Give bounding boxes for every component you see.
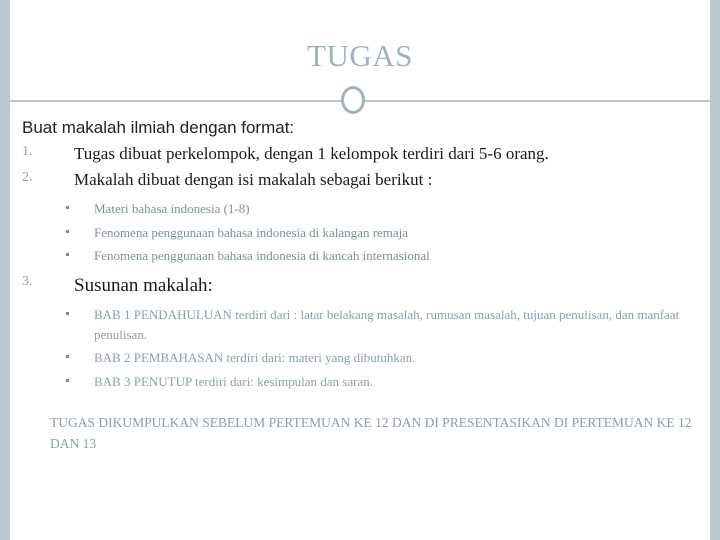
list-item: [22, 305, 698, 344]
numbered-list-top: [22, 142, 698, 193]
list-item: [22, 246, 698, 266]
bullet-list-materi: [22, 199, 698, 266]
list-item: [22, 372, 698, 392]
list-item-text: Makalah dibuat dengan isi makalah sebagai berikut :: [74, 170, 433, 190]
bullet-dot-icon: [66, 355, 69, 358]
numbered-list-susunan: [22, 272, 698, 300]
list-item-text: BAB 2 PEMBAHASAN terdiri dari: materi yang dibutuhkan.: [94, 350, 416, 366]
footnote-text: TUGAS DIKUMPULKAN SEBELUM PERTEMUAN KE 12 DAN DI PRESENTASIKAN DI PERTEMUAN KE 12 DAN 13: [50, 415, 692, 452]
list-item-text: Fenomena penggunaan bahasa indonesia di kalangan remaja: [94, 224, 409, 240]
intro-text: Buat makalah ilmiah dengan format:: [22, 118, 295, 137]
list-item-text: Susunan makalah:: [74, 274, 213, 296]
list-item: [22, 199, 698, 219]
slide-body: [22, 116, 698, 455]
slide-title: TUGAS: [307, 38, 413, 73]
left-accent-bar: [0, 0, 10, 540]
bullet-dot-icon: [66, 379, 69, 382]
list-item: [22, 272, 698, 300]
list-item: [22, 348, 698, 368]
list-number: 3.: [22, 273, 33, 289]
list-number: 2.: [22, 170, 33, 186]
list-item-text: Materi bahasa indonesia (1-8): [94, 201, 250, 217]
divider-circle-ornament: [341, 86, 365, 114]
bullet-dot-icon: [66, 312, 69, 315]
right-accent-bar: [710, 0, 720, 540]
list-item: [22, 223, 698, 243]
bullet-dot-icon: [66, 253, 69, 256]
list-item-text: Tugas dibuat perkelompok, dengan 1 kelompok terdiri dari 5-6 orang.: [74, 143, 549, 163]
list-number: 1.: [22, 143, 33, 159]
list-item-text: BAB 1 PENDAHULUAN terdiri dari : latar belakang masalah, rumusan masalah, tujuan penulisan, dan manfaat penulisan.: [94, 307, 680, 342]
list-item: [22, 142, 698, 167]
list-item-text: Fenomena penggunaan bahasa indonesia di kancah internasional: [94, 248, 430, 264]
list-item: [22, 168, 698, 193]
bullet-dot-icon: [66, 206, 69, 209]
bullet-dot-icon: [66, 230, 69, 233]
list-item-text: BAB 3 PENUTUP terdiri dari: kesimpulan dan saran.: [94, 373, 373, 389]
bullet-list-bab: [22, 305, 698, 391]
